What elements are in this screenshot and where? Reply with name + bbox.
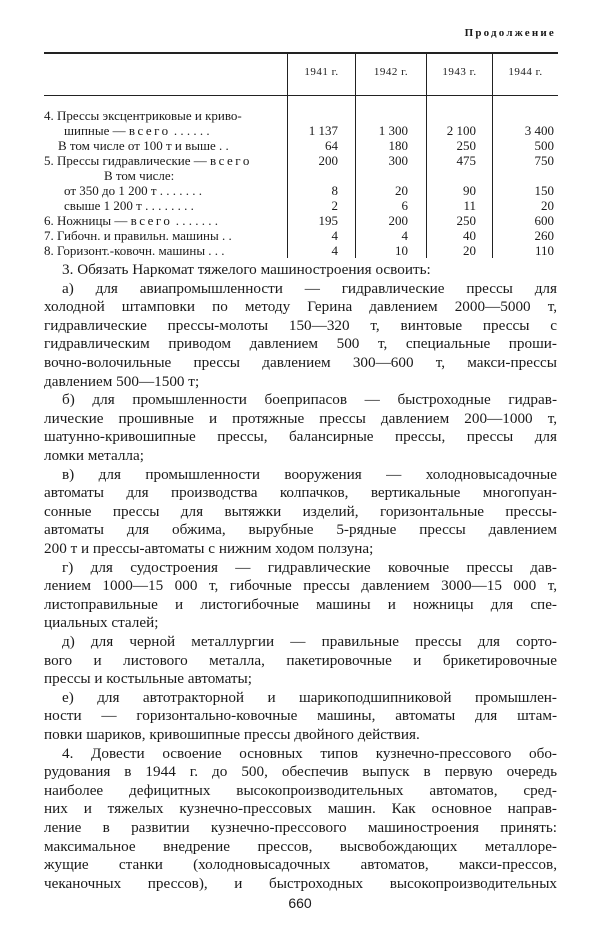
- text-line: них и тяжелых кузнечно-прессовых машин. Как основное направ-: [44, 800, 557, 818]
- cell-value: 6: [401, 198, 408, 213]
- text-line: давлением 500—1500 т;: [44, 372, 200, 390]
- table-row: [44, 138, 558, 153]
- continuation-label: Продолжение: [464, 27, 556, 39]
- text-line: рудования в 1944 г. до 500, обеспечив выпуск в первую очередь: [44, 763, 557, 781]
- text-line: лением 1000—15 000 т, гибочные прессы давлением 3000—15 000 т,: [44, 577, 557, 595]
- cell-value: 64: [325, 138, 338, 153]
- column-header: 1943 г.: [442, 66, 477, 78]
- cell-value: 110: [534, 243, 554, 258]
- row-label: 7. Гибочн. и правильн. машины . .: [44, 228, 232, 243]
- cell-value: 2 100: [446, 123, 476, 138]
- table-row: [44, 183, 558, 198]
- cell-value: 90: [463, 183, 476, 198]
- text-line: повки шариков, кривошипные прессы двойного действия.: [44, 726, 420, 743]
- column-header: 1942 г.: [373, 66, 409, 78]
- row-label: 5. Прессы гидравлические — всего: [44, 153, 252, 168]
- emphasis-text: всего: [128, 123, 171, 138]
- cell-value: 4: [401, 228, 408, 243]
- text-line: ломки металла;: [44, 447, 144, 464]
- cell-value: 1 300: [378, 123, 408, 138]
- text-line: 3. Обязать Наркомат тяжелого машиностроения освоить:: [62, 261, 431, 278]
- cell-value: 250: [456, 138, 476, 153]
- cell-value: 4: [331, 243, 338, 258]
- text-line: прессы и костыльные автоматы;: [44, 670, 252, 688]
- column-header: 1944 г.: [508, 66, 543, 78]
- text-line: циальных сталей;: [44, 614, 159, 632]
- text-line: д) для черной металлургии — правильные прессы для сорто-: [62, 633, 557, 650]
- cell-value: 750: [534, 153, 554, 168]
- emphasis-text: всего: [210, 153, 252, 168]
- cell-value: 2: [331, 198, 338, 213]
- table-row: [44, 243, 558, 258]
- cell-value: 180: [388, 138, 408, 153]
- text-line: шатунно-кривошипные прессы, балансирные прессы, прессы для: [44, 428, 557, 446]
- table-row: [44, 108, 558, 123]
- row-label: В том числе от 100 т и выше . .: [58, 138, 229, 153]
- text-line: лические прошивные и протяжные прессы давлением 200—1000 т,: [44, 409, 557, 427]
- text-line: чеканочных прессов), и быстроходных высокопроизводительных: [44, 874, 557, 892]
- emphasis-text: всего: [130, 213, 173, 228]
- text-line: ление в развитии кузнечно-прессового машиностроения принять:: [44, 819, 557, 836]
- table-header-rule: [44, 95, 558, 96]
- cell-value: 20: [541, 198, 554, 213]
- text-line: в) для промышленности вооружения — холодновысадочные: [62, 465, 557, 483]
- cell-value: 195: [318, 213, 338, 228]
- page-number: 660: [288, 895, 312, 911]
- text-line: е) для автотракторной и шарикоподшипниковой промышлен-: [62, 688, 557, 706]
- cell-value: 200: [388, 213, 408, 228]
- cell-value: 500: [534, 138, 554, 153]
- cell-value: 1 137: [308, 123, 338, 138]
- row-label: В том числе:: [104, 168, 175, 183]
- column-header: 1941 г.: [304, 66, 339, 78]
- cell-value: 300: [388, 153, 408, 168]
- cell-value: 10: [395, 243, 408, 258]
- text-line: автоматы для производства колпачков, вертикальные многопуан-: [44, 484, 557, 502]
- text-line: жущие станки (холодновысадочных автоматов, макси-прессов,: [44, 856, 557, 874]
- table-row: [44, 213, 558, 228]
- text-line: 4. Довести освоение основных типов кузнечно-прессового обо-: [62, 744, 557, 762]
- cell-value: 200: [318, 153, 338, 168]
- text-line: а) для авиапромышленности — гидравлические прессы для: [62, 279, 557, 297]
- text-line: автоматы для обжима, вырубные 5-рядные прессы давлением: [44, 521, 557, 539]
- row-label: 8. Горизонт.-ковочн. машины . . .: [44, 243, 225, 258]
- text-line: листоправильные и листогибочные машины и ножницы для спе-: [44, 595, 557, 613]
- row-label: шипные — всего . . . . . .: [64, 123, 210, 138]
- cell-value: 20: [463, 243, 476, 258]
- table-row: [44, 168, 558, 183]
- text-line: 200 т и прессы-автоматы с нижним ходом ползуна;: [44, 540, 374, 557]
- text-line: г) для судостроения — гидравлические ковочные прессы дав-: [62, 558, 557, 576]
- cell-value: 20: [395, 183, 408, 198]
- text-line: холодной штамповки по методу Герина давлением 2000—5000 т,: [44, 298, 557, 316]
- cell-value: 250: [456, 213, 476, 228]
- row-label: от 350 до 1 200 т . . . . . . .: [64, 183, 203, 198]
- cell-value: 260: [534, 228, 554, 243]
- cell-value: 4: [331, 228, 338, 243]
- row-label: 6. Ножницы — всего . . . . . . .: [44, 213, 218, 228]
- cell-value: 8: [331, 183, 338, 198]
- row-label: 4. Прессы эксцентриковые и криво-: [44, 108, 242, 123]
- text-line: гидравлические прессы-молоты 150—320 т, винтовые прессы с: [44, 316, 557, 334]
- table-row: [44, 198, 558, 213]
- text-line: максимальное внедрение прессов, высвобождающих металлоре-: [44, 837, 557, 855]
- table-row: [44, 228, 558, 243]
- cell-value: 475: [456, 153, 476, 168]
- cell-value: 11: [463, 198, 476, 213]
- text-line: вого и листового металла, пакетировочные и брикетировочные: [44, 651, 557, 669]
- cell-value: 600: [534, 213, 554, 228]
- text-line: сонные прессы для вытяжки изделий, горизонтальные прессы-: [44, 502, 557, 520]
- table-row: [44, 123, 558, 138]
- table-top-rule: [44, 52, 558, 54]
- text-line: гидравлическим приводом давлением 500 т, специальные проши-: [44, 335, 557, 353]
- text-line: вочно-волочильные прессы давлением 300—600 т, макси-прессы: [44, 354, 557, 371]
- text-line: б) для промышленности боеприпасов — быстроходные гидрав-: [62, 391, 557, 409]
- table-row: [44, 153, 558, 168]
- cell-value: 150: [534, 183, 554, 198]
- row-label: свыше 1 200 т . . . . . . . .: [64, 198, 194, 213]
- cell-value: 3 400: [524, 123, 554, 138]
- text-line: наиболее дефицитных высокопроизводительных автоматов, сред-: [44, 781, 557, 799]
- text-line: ности — горизонтально-ковочные машины, автоматы для штам-: [44, 707, 557, 725]
- cell-value: 40: [463, 228, 476, 243]
